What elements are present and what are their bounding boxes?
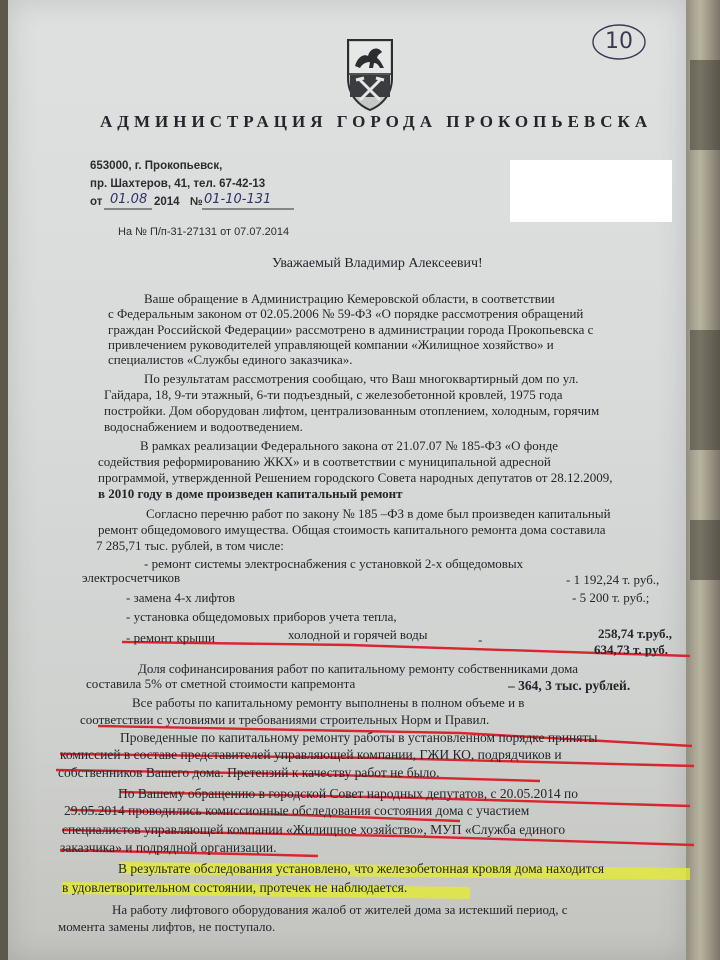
coat-of-arms-emblem [340,36,400,112]
body-line: электросчетчиков [82,570,181,585]
body-line: - ремонт крыши [126,630,215,645]
body-line: Доля софинансирования работ по капитальному ремонту собственниками дома [138,661,579,676]
body-line: На работу лифтового оборудования жалоб от жителей дома за истекший период, с [112,902,568,917]
body-line: привлечением руководителей управляющей компании «Жилищное хозяйство» и [108,337,554,352]
body-line: момента замены лифтов, не поступало. [58,919,276,934]
address-line-1: 653000, г. Прокопьевск, [90,160,223,172]
number-handwritten: 01-10-131 [204,192,272,207]
body-line: 7 285,71 тыс. рублей, в том числе: [96,538,284,553]
body-line: Ваше обращение в Администрацию Кемеровской области, в соответствии [144,291,555,306]
amount-electro: - 1 192,24 т. руб., [566,572,660,587]
body-line: Все работы по капитальному ремонту выполнены в полном объеме и в [132,695,525,710]
body-line: комиссией в составе представителей управляющей компании, ГЖИ КО, подрядчиков и [60,747,562,762]
date-year: 2014 [154,196,180,208]
body-line: в удовлетворительном состоянии, протечек не наблюдается. [62,880,408,895]
body-line: граждан Российской Федерации» рассмотрено в администрации города Прокопьевска с [108,322,594,337]
body-line: ремонт общедомового имущества. Общая стоимость капитального ремонта дома составила [98,522,606,537]
background-right [684,0,720,960]
letterhead-title: АДМИНИСТРАЦИЯ ГОРОДА ПРОКОПЬЕВСКА [100,112,653,131]
body-line: собственников Вашего дома. Претензий к качеству работ не было. [58,765,440,780]
body-line: содействия реформированию ЖКХ» и в соответствии с муниципальной адресной [98,454,551,469]
body-line: заказчика» и подрядной организации. [60,840,277,855]
address-line-2: пр. Шахтеров, 41, тел. 67-42-13 [90,178,266,190]
redacted-recipient-block [510,160,672,222]
body-line: В рамках реализации Федерального закона от 21.07.07 № 185-ФЗ «О фонде [140,438,559,453]
greeting: Уважаемый Владимир Алексеевич! [272,256,483,271]
body-line: водоснабжением и водоотведением. [104,419,303,434]
body-line: По результатам рассмотрения сообщаю, что Ваш многоквартирный дом по ул. [144,371,579,386]
body-line: специалистов «Службы единого заказчика». [108,352,353,367]
body-line: составила 5% от сметной стоимости капремонта [86,676,356,691]
body-line: - установка общедомовых приборов учета тепла, [126,609,397,624]
body-line: программой, утвержденной Решением городского Совета народных депутатов от 28.12.2009, [98,470,613,485]
body-line: в 2010 году в доме произведен капитальный ремонт [98,486,403,501]
page-number-handwritten [590,22,648,62]
body-line: специалистов управляющей компании «Жилищное хозяйство», МУП «Служба единого [62,822,566,837]
body-line: В результате обследования установлено, что железобетонная кровля дома находится [118,861,605,876]
number-prefix: № [190,196,203,208]
body-line: Проведенные по капитальному ремонту работы в установленном порядке приняты [120,730,598,745]
reference-line: На № П/п-31-27131 от 07.07.2014 [118,226,290,238]
body-line: - замена 4-х лифтов [126,590,236,605]
amount-roof: 634,73 т. руб. [594,642,669,657]
amount-meters: 258,74 т.руб., [598,626,673,641]
amount-cofinancing: – 364, 3 тыс. рублей. [508,678,631,693]
body-line: Согласно перечню работ по закону № 185 –ФЗ в доме был произведен капитальный [146,506,611,521]
body-line: с Федеральным законом от 02.05.2006 № 59-ФЗ «О порядке рассмотрения обращений [108,306,584,321]
date-handwritten: 01.08 [110,192,148,207]
date-prefix: от [90,196,103,208]
body-line: холодной и горячей воды [288,627,428,642]
body-line: постройки. Дом оборудован лифтом, централизованным отоплением, холодным, горячим [104,403,600,418]
page-number: 10 [605,29,633,54]
body-line: соответствии с условиями и требованиями строительных Норм и Правил. [80,712,490,727]
body-line: Гайдара, 18, 9-ти этажный, 6-ти подъездный, с железобетонной кровлей, 1975 года [104,387,563,402]
body-line: По Вашему обращению в городской Совет народных депутатов, с 20.05.2014 по [118,786,579,801]
body-line: 29.05.2014 проводились комиссионные обследования состояния дома с участием [64,803,530,818]
amount-roof-dash: - [478,632,483,647]
body-line: - ремонт системы электроснабжения с установкой 2-х общедомовых [144,556,524,571]
date-number-underline [104,207,294,211]
amount-lifts: - 5 200 т. руб.; [572,590,650,605]
